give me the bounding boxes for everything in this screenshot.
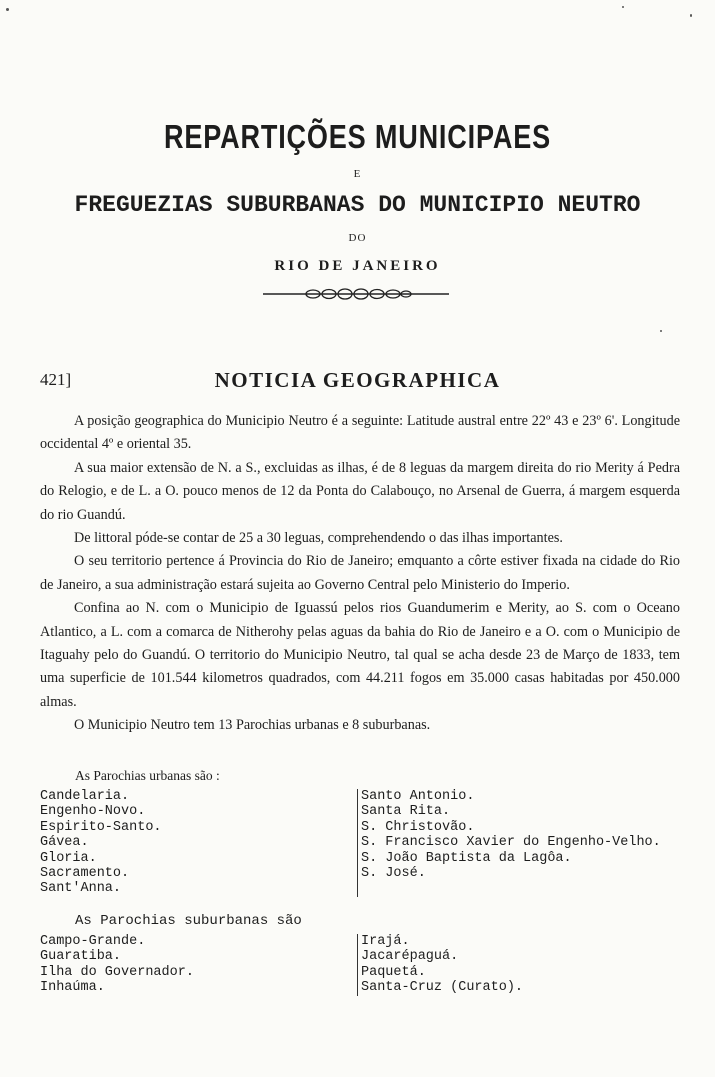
ornament-divider-icon [263, 287, 449, 301]
list-item: Espirito-Santo. [40, 819, 162, 835]
list-item: S. Christovão. [361, 819, 475, 835]
list-item: Jacarépaguá. [361, 949, 459, 965]
list-item: Paquetá. [361, 964, 426, 980]
list-item: Santo Antonio. [361, 789, 475, 804]
list-item: S. Francisco Xavier do Engenho-Velho. [361, 835, 661, 851]
list-item: Santa Rita. [361, 804, 451, 820]
list-item: Candelaria. [40, 789, 130, 804]
paragraph: Confina ao N. com o Municipio de Iguassú pelos rios Guandumerim e Merity, ao S. com o Oceano Atlantico, a L. com a comarca de Nitherohy pelas aguas da bahia do Rio de Janeiro e a O. com o Municipio de Itaguahy pelo do Guandú. O territorio do Municipio Neutro, tal qual se acha desde 23 de Março de 1833, tem uma superficie de 101.544 kilometros quadrados, com 44.211 fogos em 35.000 casas habitadas por 450.000 almas. [40, 600, 680, 710]
list-item: S. José. [361, 866, 426, 882]
list-item: Gávea. [40, 835, 89, 851]
scan-speck [622, 6, 624, 8]
paragraph: O seu territorio pertence á Provincia do Rio de Janeiro; emquanto a côrte estiver fixada na cidade do Rio de Janeiro, a sua administração estará sujeita ao Governo Central pelo Ministerio do Imperio. [40, 553, 680, 593]
list-item: Engenho-Novo. [40, 804, 146, 820]
paragraph: A posição geographica do Municipio Neutro é a seguinte: Latitude austral entre 22º 43 e 23º 6'. Longitude occidental 4º e oriental 35. [40, 413, 680, 453]
page-title: REPARTIÇÕES MUNICIPAES [164, 118, 551, 155]
section-title: NOTICIA GEOGRAPHICA [214, 368, 501, 392]
paragraph: De littoral póde-se contar de 25 a 30 leguas, comprehendendo o das ilhas importantes. [74, 530, 563, 547]
title-preposition: DO [348, 232, 367, 244]
list-item: Ilha do Governador. [40, 964, 194, 980]
page-number: 421] [40, 370, 72, 389]
urban-parishes-left-column [40, 789, 162, 897]
urban-parishes-heading: As Parochias urbanas são : [75, 768, 220, 783]
list-item: Gloria. [40, 850, 97, 866]
list-item: Guaratiba. [40, 949, 122, 965]
body-text [40, 410, 680, 738]
urban-parishes-right-column [357, 789, 661, 897]
paragraph: A sua maior extensão de N. a S., excluidas as ilhas, é de 8 leguas da margem direita do rio Merity á Pedra do Relogio, e de L. a O. pouco menos de 12 da Ponta do Calabouço, no Arsenal de Guerra, á margem esquerda do rio Guandú. [40, 459, 680, 523]
list-item: Inhaúma. [40, 980, 105, 996]
title-conjunction: E [353, 168, 362, 180]
scan-speck [660, 330, 662, 332]
list-item: Santa-Cruz (Curato). [361, 980, 524, 996]
list-item: Sacramento. [40, 866, 130, 882]
scan-speck [6, 8, 9, 11]
scan-speck [690, 14, 692, 17]
suburban-parishes-heading: As Parochias suburbanas são [75, 913, 302, 929]
paragraph: O Municipio Neutro tem 13 Parochias urbanas e 8 suburbanas. [74, 717, 431, 734]
list-item: Campo-Grande. [40, 934, 146, 949]
title-city: RIO DE JANEIRO [274, 258, 441, 274]
page-subtitle: FREGUEZIAS SUBURBANAS DO MUNICIPIO NEUTRO [74, 192, 641, 218]
suburban-parishes-right-column [357, 934, 523, 996]
list-item: Irajá. [361, 934, 410, 949]
list-item: Sant'Anna. [40, 881, 122, 897]
suburban-parishes-left-column [40, 934, 194, 996]
list-item: S. João Baptista da Lagôa. [361, 850, 572, 866]
